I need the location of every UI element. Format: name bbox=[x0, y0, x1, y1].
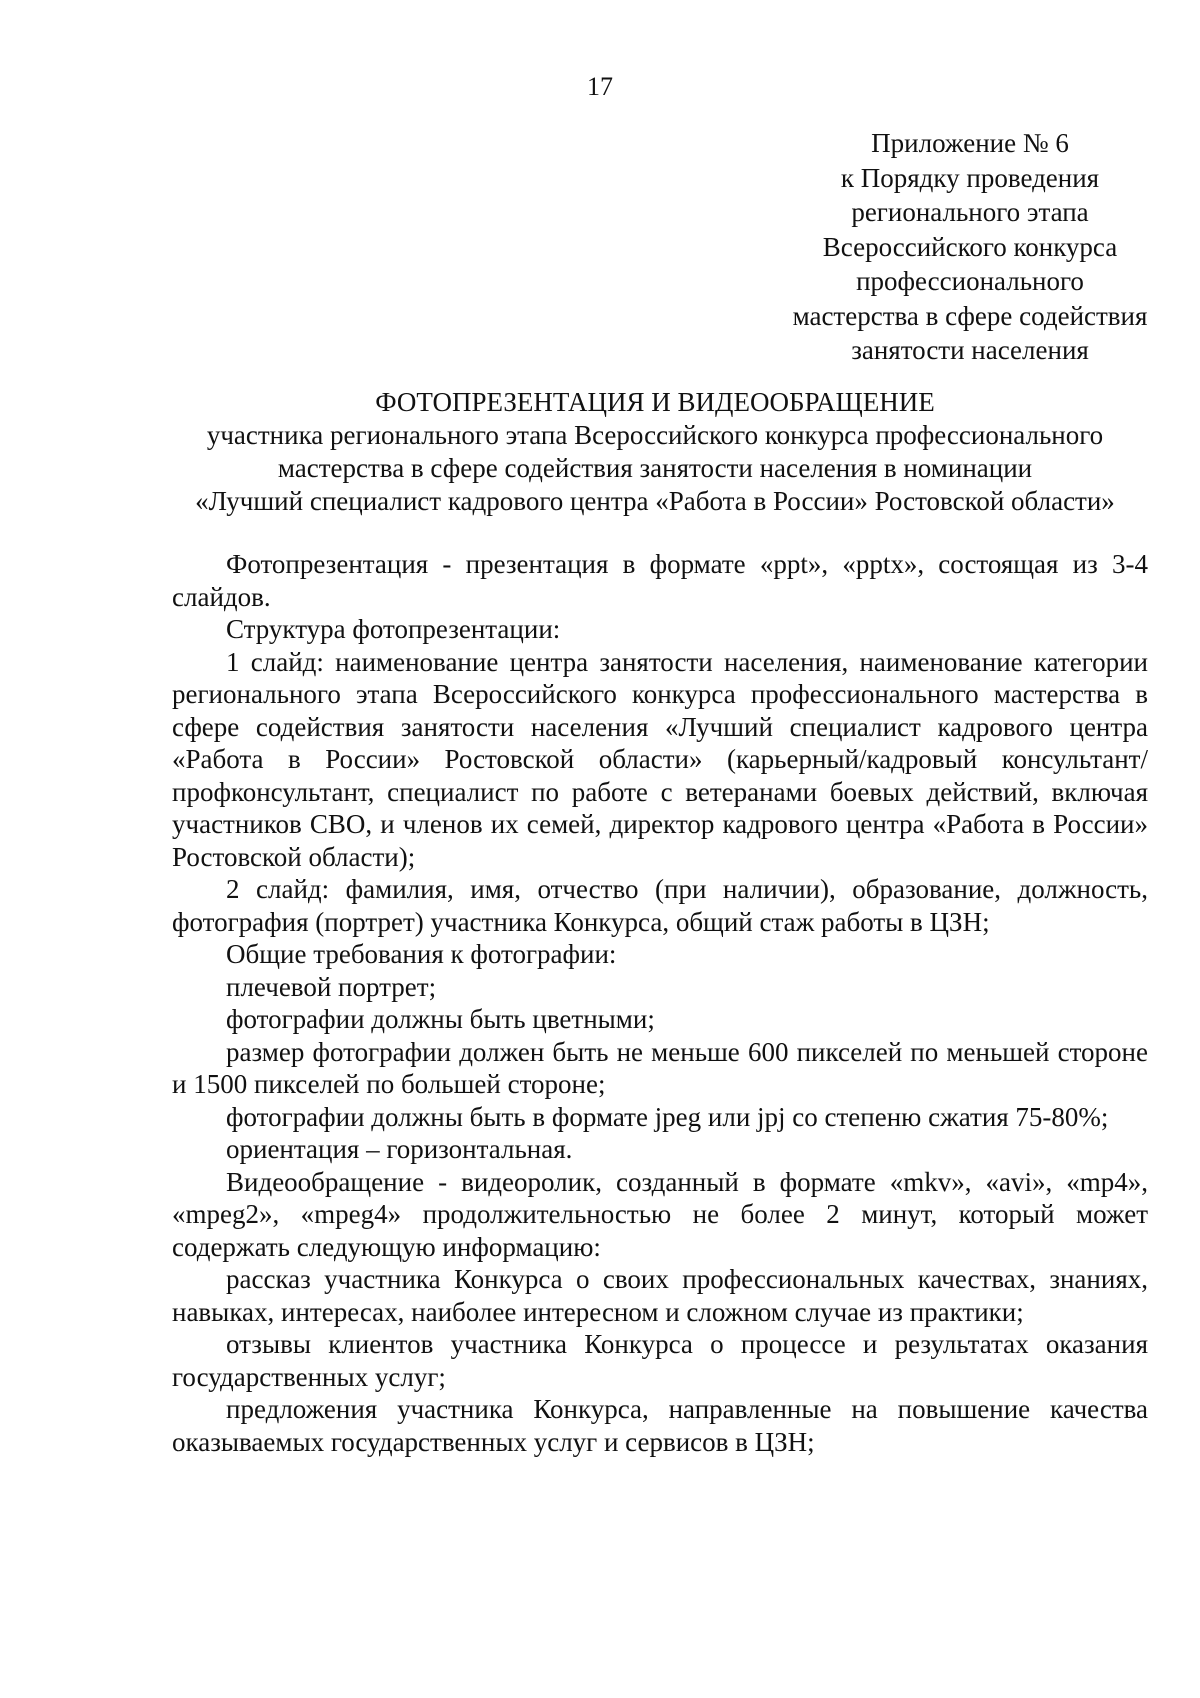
annex-line: Приложение № 6 bbox=[871, 128, 1069, 158]
annex-header bbox=[740, 126, 1200, 368]
title-subtitle-line: «Лучший специалист кадрового центра «Работа в России» Ростовской области» bbox=[195, 486, 1115, 516]
annex-line: профессионального bbox=[856, 266, 1084, 296]
title-subtitle-line: мастерства в сфере содействия занятости населения в номинации bbox=[277, 453, 1033, 483]
body-paragraph: Структура фотопрезентации: bbox=[226, 614, 561, 644]
page-number: 17 bbox=[587, 72, 613, 101]
body-paragraph: фотографии должны быть цветными; bbox=[226, 1004, 655, 1034]
title-heading: ФОТОПРЕЗЕНТАЦИЯ И ВИДЕООБРАЩЕНИЕ bbox=[375, 387, 935, 417]
body-paragraph: предложения участника Конкурса, направленные на повышение качества оказываемых государственных услуг и сервисов в ЦЗН; bbox=[172, 1394, 1148, 1457]
body-paragraph: 1 слайд: наименование центра занятости населения, наименование категории регионального этапа Всероссийского конкурса профессионального мастерства в сфере содействия занятости населения «Лучший специалист кадрового центра «Работа в России» Ростовской области» (карьерный/кадровый консультант/профконсультант, специалист по работе с ветеранами боевых действий, включая участников СВО, и членов их семей, директор кадрового центра «Работа в России» Ростовской области); bbox=[172, 646, 1148, 872]
body-paragraph: размер фотографии должен быть не меньше 600 пикселей по меньшей стороне и 1500 пикселей по большей стороне; bbox=[172, 1036, 1148, 1099]
annex-line: Всероссийского конкурса bbox=[822, 231, 1118, 262]
body-paragraph: ориентация – горизонтальная. bbox=[226, 1134, 573, 1164]
document-title bbox=[150, 386, 1160, 518]
annex-line: занятости населения bbox=[851, 335, 1089, 365]
annex-line: к Порядку проведения bbox=[840, 162, 1100, 193]
document-body bbox=[172, 548, 1148, 1458]
body-paragraph: Фотопрезентация - презентация в формате «ppt», «pptx», состоящая из 3-4 слайдов. bbox=[172, 549, 1148, 612]
title-subtitle-line: участника регионального этапа Всероссийского конкурса профессионального bbox=[206, 420, 1104, 450]
annex-line: мастерства в сфере содействия bbox=[792, 300, 1148, 331]
body-paragraph: Общие требования к фотографии: bbox=[226, 939, 617, 969]
annex-line: регионального этапа bbox=[851, 197, 1089, 227]
body-paragraph: отзывы клиентов участника Конкурса о процессе и результатах оказания государственных услуг; bbox=[172, 1329, 1148, 1392]
body-paragraph: плечевой портрет; bbox=[226, 971, 437, 1002]
body-paragraph: фотографии должны быть в формате jpeg или jpj со степеню сжатия 75-80%; bbox=[226, 1101, 1109, 1132]
body-paragraph: 2 слайд: фамилия, имя, отчество (при наличии), образование, должность, фотография (портрет) участника Конкурса, общий стаж работы в ЦЗН; bbox=[172, 874, 1148, 937]
body-paragraph: Видеообращение - видеоролик, созданный в формате «mkv», «avi», «mp4», «mpeg2», «mpeg4» продолжительностью не более 2 минут, который может содержать следующую информацию: bbox=[172, 1166, 1148, 1262]
body-paragraph: рассказ участника Конкурса о своих профессиональных качествах, знаниях, навыках, интересах, наиболее интересном и сложном случае из практики; bbox=[172, 1264, 1148, 1327]
